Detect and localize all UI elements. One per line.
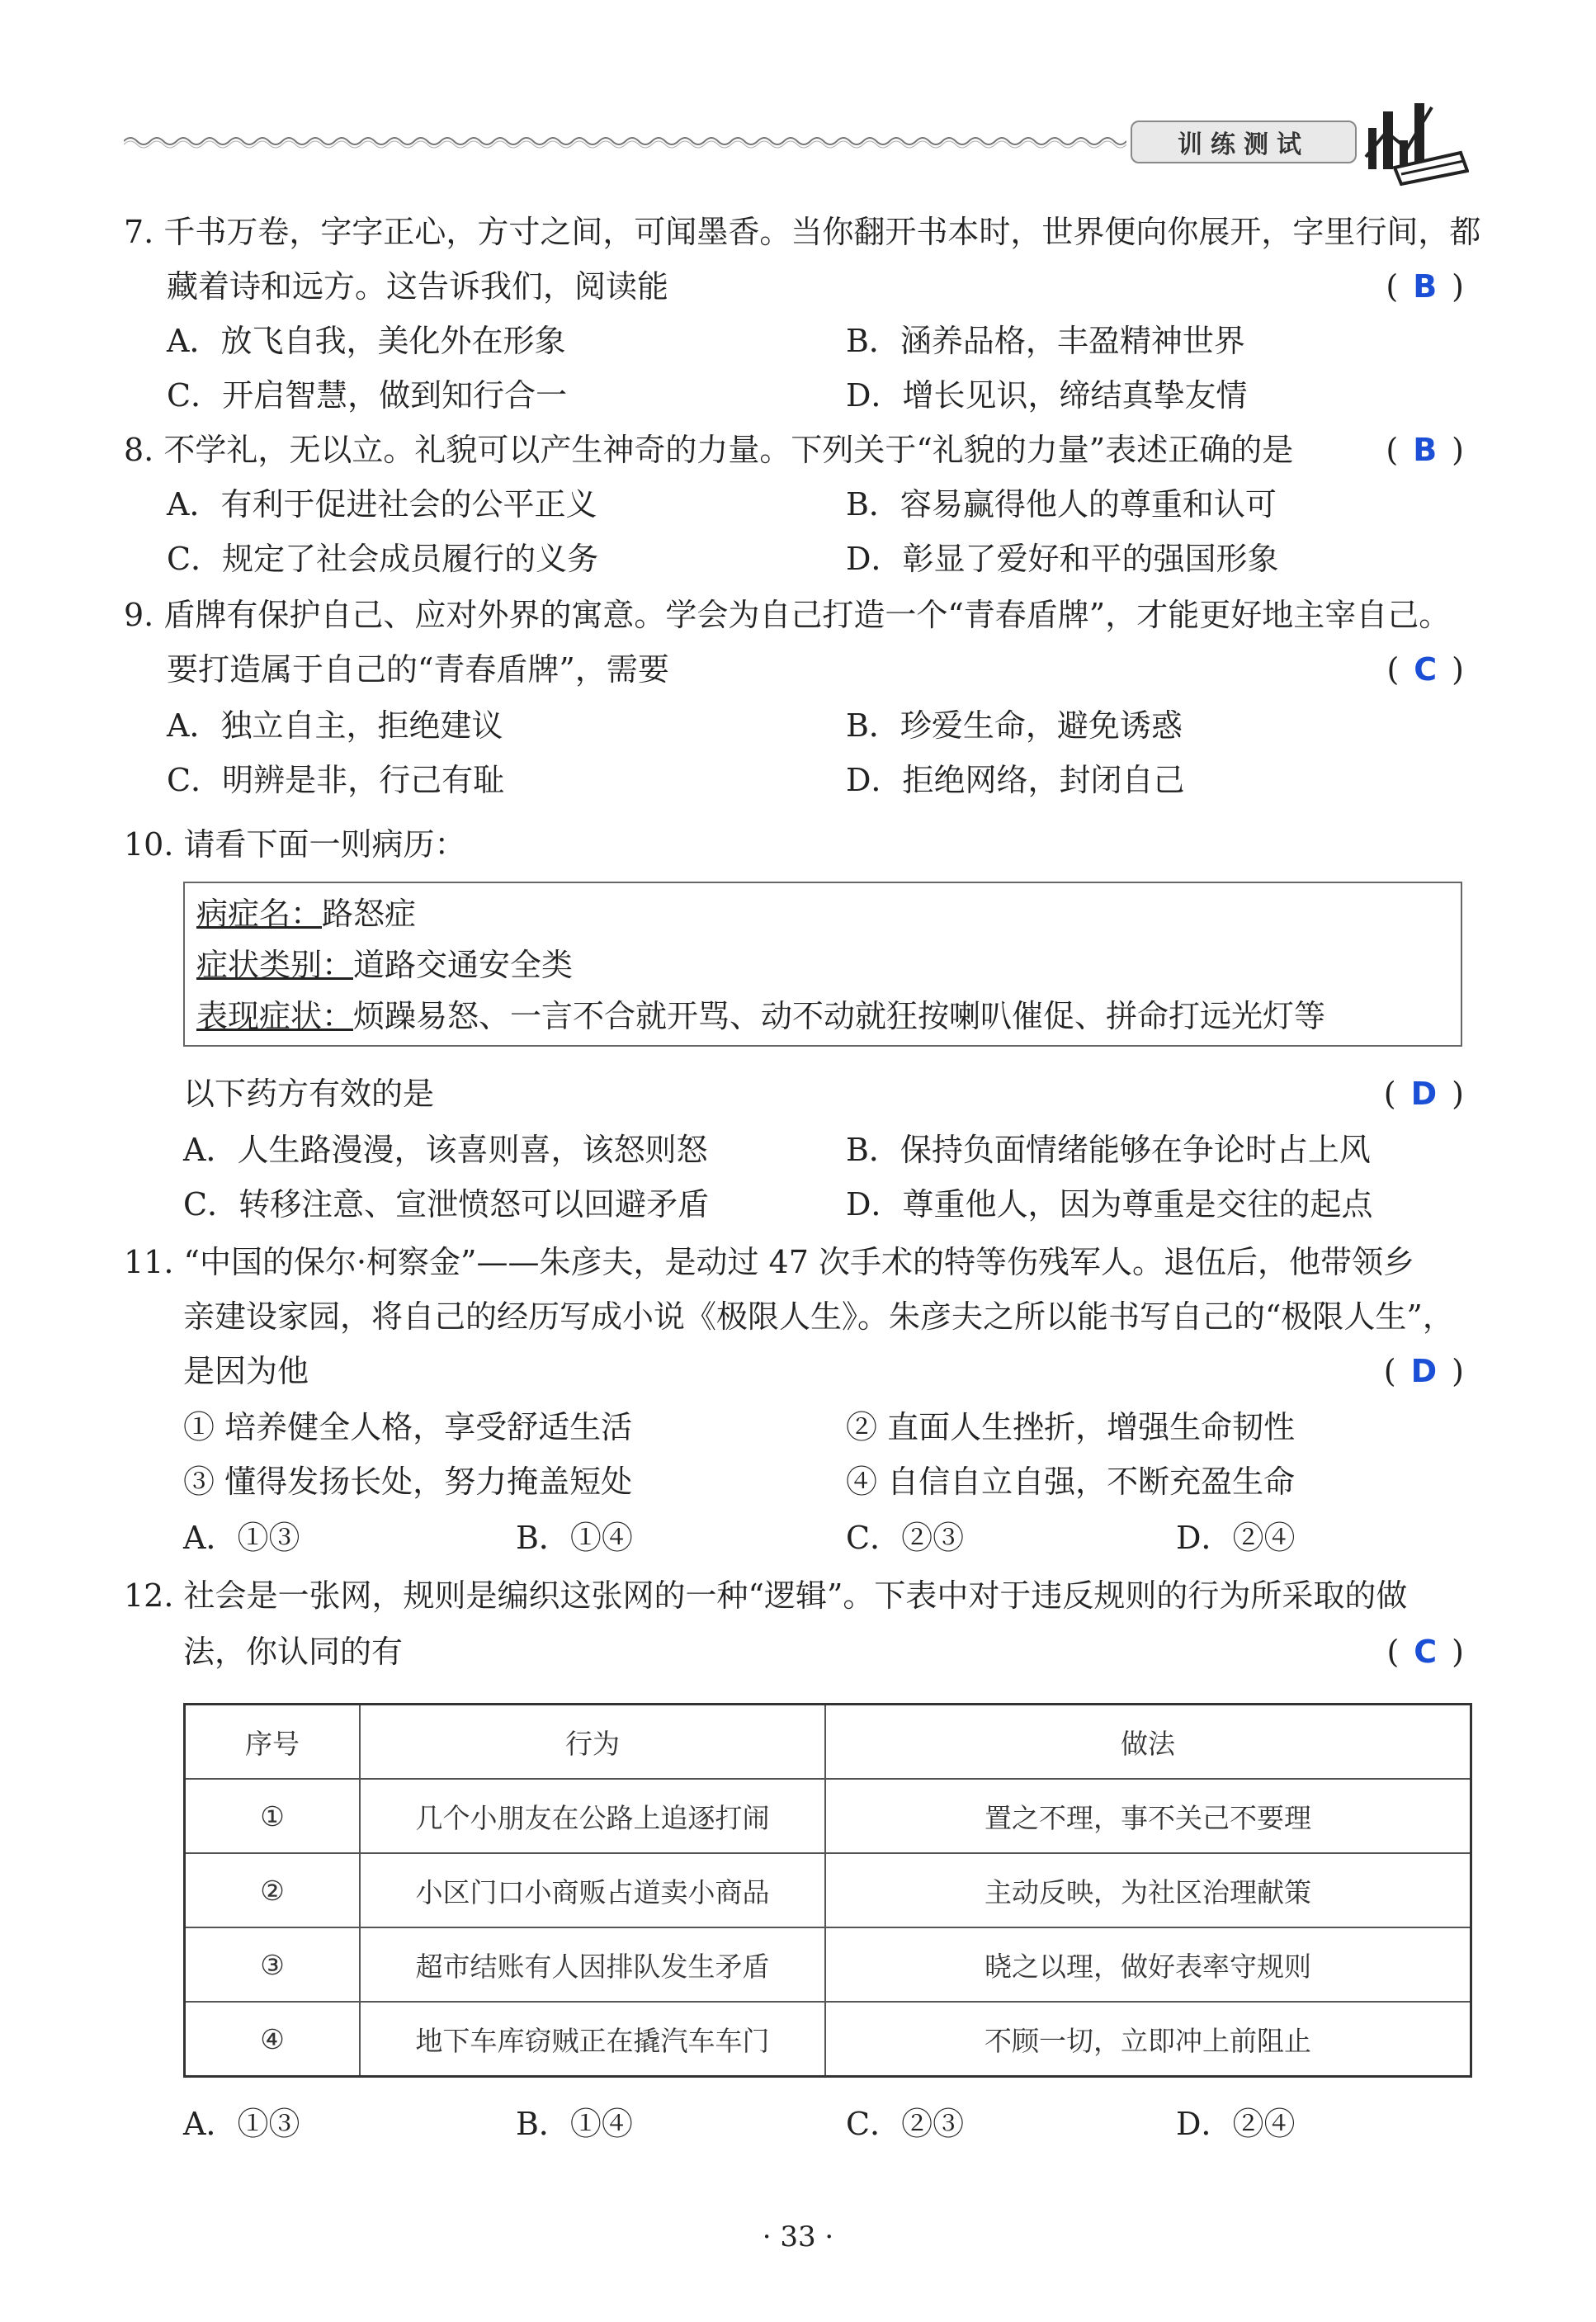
option: D．彰显了爱好和平的强国形象: [846, 541, 1279, 577]
record-row: [196, 939, 1449, 991]
record-value: 烦躁易怒、一言不合就开骂、动不动就狂按喇叭催促、拼命打远光灯等: [353, 998, 1326, 1034]
table-row: [185, 1853, 1471, 1927]
record-value: 路怒症: [322, 896, 417, 932]
record-row: [196, 888, 1449, 939]
question-8-line-1: [124, 423, 1293, 477]
option: A．放飞自我，美化外在形象: [167, 323, 566, 359]
option: A．①③: [183, 2106, 300, 2142]
option: B．①④: [516, 2106, 633, 2142]
question-number: 11.: [124, 1244, 174, 1280]
close-paren: ): [1452, 1353, 1464, 1389]
question-10-line-1: [124, 817, 466, 872]
question-number: 10.: [124, 826, 174, 863]
table-header: 做法: [825, 1705, 1471, 1780]
table-cell: 几个小朋友在公路上追逐打闹: [360, 1779, 825, 1853]
table-header: 行为: [360, 1705, 825, 1780]
option: A．①③: [183, 1520, 300, 1556]
answer-letter: D: [1410, 1076, 1438, 1112]
option: D．拒绝网络，封闭自己: [846, 762, 1185, 798]
record-label: 病症名：: [196, 896, 323, 932]
statement: ④ 自信自立自强，不断充盈生命: [846, 1464, 1296, 1500]
question-7-line-1: [124, 205, 1480, 259]
question-11-line-2: 亲建设家园，将自己的经历写成小说《极限人生》。朱彦夫之所以能书写自己的“极限人生”，: [183, 1298, 1454, 1335]
wavy-rule: [124, 130, 1126, 152]
table-row: [185, 2002, 1471, 2077]
option: B．珍爱生命，避免诱惑: [846, 707, 1183, 744]
table-row: [185, 1779, 1471, 1853]
option: A．人生路漫漫，该喜则喜，该怒则怒: [183, 1132, 708, 1168]
answer-bracket: [1384, 1344, 1464, 1398]
open-paren: (: [1383, 1076, 1396, 1112]
option: D．②④: [1176, 2106, 1296, 2142]
table-cell: 超市结账有人因排队发生矛盾: [360, 1927, 825, 2002]
question-9-line-2: 要打造属于自己的“青春盾牌”，需要: [167, 651, 669, 688]
close-paren: ): [1452, 651, 1464, 688]
table-cell: ①: [185, 1779, 361, 1853]
answer-bracket: [1386, 1624, 1464, 1679]
table-cell: ②: [185, 1853, 361, 1927]
table-cell: 置之不理，事不关己不要理: [825, 1779, 1471, 1853]
question-text: 不学礼，无以立。礼貌可以产生神奇的力量。下列关于“礼貌的力量”表述正确的是: [163, 432, 1294, 468]
record-row: [196, 991, 1449, 1042]
page-header: [124, 107, 1461, 173]
option: C．②③: [846, 2106, 965, 2142]
answer-bracket: [1386, 642, 1464, 697]
question-11-line-3: 是因为他: [183, 1353, 309, 1389]
option: B．①④: [516, 1520, 633, 1556]
statement: ③ 懂得发扬长处，努力掩盖短处: [183, 1464, 633, 1500]
table-cell: 晓之以理，做好表率守规则: [825, 1927, 1471, 2002]
section-badge: 训练测试: [1131, 121, 1357, 163]
table-cell: 不顾一切，立即冲上前阻止: [825, 2002, 1471, 2077]
table-header: 序号: [185, 1705, 361, 1780]
question-12-line-2: 法，你认同的有: [183, 1634, 404, 1670]
option: D．增长见识，缔结真挚友情: [846, 377, 1248, 414]
question-text: 社会是一张网，规则是编织这张网的一种“逻辑”。下表中对于违反规则的行为所采取的做: [183, 1577, 1408, 1614]
close-paren: ): [1452, 1076, 1464, 1112]
page-number: · 33 ·: [762, 2220, 834, 2253]
option: A．独立自主，拒绝建议: [167, 707, 503, 744]
answer-letter: C: [1414, 1634, 1438, 1670]
record-label: 表现症状：: [196, 998, 354, 1034]
question-12-line-1: [124, 1568, 1407, 1623]
record-label: 症状类别：: [196, 947, 354, 983]
question-7-line-2: 藏着诗和远方。这告诉我们，阅读能: [167, 268, 669, 305]
table-cell: ③: [185, 1927, 361, 2002]
table-header-row: [185, 1705, 1471, 1780]
table-row: [185, 1927, 1471, 2002]
question-number: 12.: [124, 1577, 174, 1614]
open-paren: (: [1383, 1353, 1396, 1389]
answer-letter: C: [1414, 651, 1438, 688]
option: B．保持负面情绪能够在争论时占上风: [846, 1132, 1371, 1168]
answer-bracket: [1386, 259, 1464, 314]
question-9-line-1: [124, 588, 1450, 642]
option: C．规定了社会成员履行的义务: [167, 541, 599, 577]
option: C．明辨是非，行己有耻: [167, 762, 505, 798]
close-paren: ): [1452, 268, 1464, 305]
table-cell: ④: [185, 2002, 361, 2077]
option: C．转移注意、宣泄愤怒可以回避矛盾: [183, 1186, 710, 1222]
statement: ② 直面人生挫折，增强生命韧性: [846, 1409, 1296, 1445]
table-cell: 主动反映，为社区治理献策: [825, 1853, 1471, 1927]
question-text: 请看下面一则病历：: [183, 826, 466, 863]
answer-bracket: [1386, 423, 1464, 477]
medical-record-box: [183, 882, 1462, 1047]
record-value: 道路交通安全类: [353, 947, 574, 983]
rules-table: [183, 1703, 1472, 2078]
answer-letter: B: [1413, 432, 1438, 468]
table-cell: 小区门口小商贩占道卖小商品: [360, 1853, 825, 1927]
option: C．开启智慧，做到知行合一: [167, 377, 568, 414]
answer-letter: D: [1410, 1353, 1438, 1389]
close-paren: ): [1452, 1634, 1464, 1670]
question-text: 盾牌有保护自己、应对外界的寓意。学会为自己打造一个“青春盾牌”，才能更好地主宰自己。: [163, 597, 1451, 633]
option: D．②④: [1176, 1520, 1296, 1556]
option: C．②③: [846, 1520, 965, 1556]
book-chart-icon: [1362, 95, 1469, 186]
question-10-line-2: 以下药方有效的是: [183, 1076, 435, 1112]
option: D．尊重他人，因为尊重是交往的起点: [846, 1186, 1373, 1222]
open-paren: (: [1386, 432, 1399, 468]
question-number: 7.: [124, 214, 154, 250]
statement: ① 培养健全人格，享受舒适生活: [183, 1409, 633, 1445]
open-paren: (: [1386, 651, 1400, 688]
close-paren: ): [1452, 432, 1464, 468]
table-cell: 地下车库窃贼正在撬汽车车门: [360, 2002, 825, 2077]
option: B．容易赢得他人的尊重和认可: [846, 486, 1277, 523]
question-number: 8.: [124, 432, 154, 468]
open-paren: (: [1386, 1634, 1400, 1670]
question-text: 千书万卷，字字正心，方寸之间，可闻墨香。当你翻开书本时，世界便向你展开，字里行间，都: [163, 214, 1481, 250]
answer-bracket: [1384, 1066, 1464, 1121]
question-text: “中国的保尔·柯察金”——朱彦夫，是动过 47 次手术的特等伤残军人。退伍后，他带领乡: [183, 1244, 1414, 1280]
option: A．有利于促进社会的公平正义: [167, 486, 597, 523]
question-11-line-1: [124, 1235, 1414, 1289]
answer-letter: B: [1413, 268, 1438, 305]
question-number: 9.: [124, 597, 154, 633]
open-paren: (: [1386, 268, 1399, 305]
option: B．涵养品格，丰盈精神世界: [846, 323, 1245, 359]
